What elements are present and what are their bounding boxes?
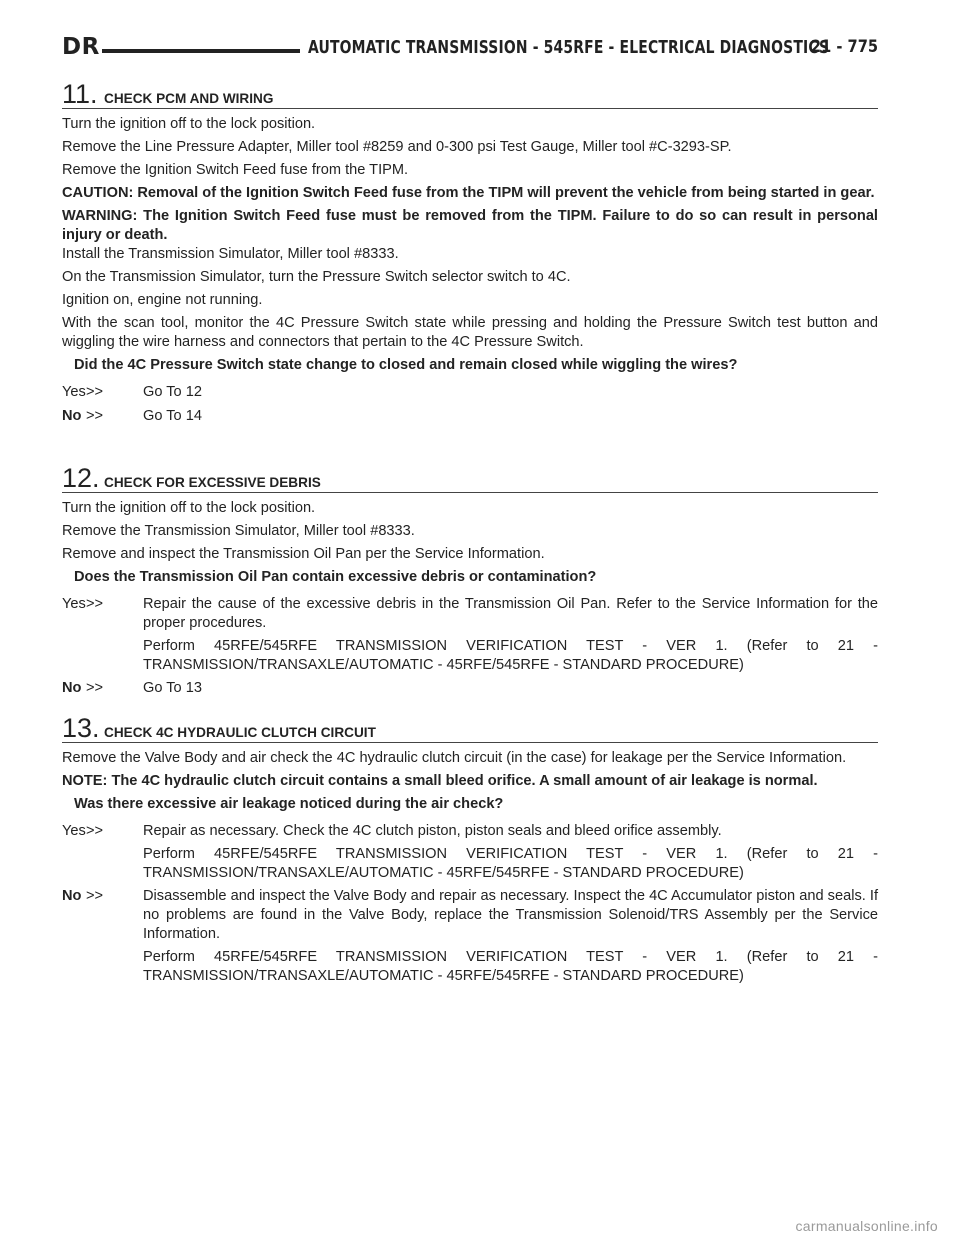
step-heading bbox=[62, 712, 878, 743]
answer-no bbox=[62, 407, 878, 427]
decision-question: Did the 4C Pressure Switch state change to closed and remain closed while wiggling the wires? bbox=[74, 357, 738, 373]
page-number: 21 - 775 bbox=[810, 37, 878, 57]
answer-label: No bbox=[62, 680, 82, 696]
answer-label: Yes bbox=[62, 823, 86, 839]
answer-text: Repair the cause of the excessive debris in the Transmission Oil Pan. Refer to the Service Information for the proper procedures. bbox=[143, 596, 878, 631]
answer-label: No bbox=[62, 888, 82, 904]
instruction: Remove and inspect the Transmission Oil Pan per the Service Information. bbox=[62, 546, 545, 562]
answer-text: Go To 13 bbox=[143, 680, 202, 696]
step-title: CHECK FOR EXCESSIVE DEBRIS bbox=[104, 475, 321, 490]
instruction: Remove the Valve Body and air check the 4C hydraulic clutch circuit (in the case) for leakage per the Service Information. bbox=[62, 750, 847, 766]
step-11 bbox=[62, 78, 878, 431]
arrow-icon: >> bbox=[86, 823, 104, 839]
answer-text: Go To 12 bbox=[143, 384, 202, 400]
arrow-icon: >> bbox=[86, 888, 104, 904]
answer-text: Perform 45RFE/545RFE TRANSMISSION VERIFICATION TEST - VER 1. (Refer to 21 - TRANSMISSION/TRANSAXLE/AUTOMATIC - 45RFE/545RFE - STANDARD PROCEDURE) bbox=[143, 638, 878, 673]
answer-no bbox=[62, 679, 878, 699]
answer-label: No bbox=[62, 408, 82, 424]
step-number: 12. bbox=[62, 463, 100, 493]
instruction: Install the Transmission Simulator, Miller tool #8333. bbox=[62, 246, 399, 262]
decision-question: Does the Transmission Oil Pan contain excessive debris or contamination? bbox=[74, 569, 597, 585]
step-heading bbox=[62, 78, 878, 109]
step-number: 11. bbox=[62, 79, 98, 109]
answer-text: Perform 45RFE/545RFE TRANSMISSION VERIFICATION TEST - VER 1. (Refer to 21 - TRANSMISSION/TRANSAXLE/AUTOMATIC - 45RFE/545RFE - STANDARD PROCEDURE) bbox=[143, 846, 878, 881]
step-12 bbox=[62, 462, 878, 703]
instruction: With the scan tool, monitor the 4C Pressure Switch state while pressing and holding the Pressure Switch test button and wiggling the wire harness and connectors that pertain to the 4C Pressure Switch. bbox=[62, 315, 878, 350]
arrow-icon: >> bbox=[86, 680, 104, 696]
arrow-icon: >> bbox=[86, 408, 104, 424]
instruction: Ignition on, engine not running. bbox=[62, 292, 263, 308]
note: NOTE: The 4C hydraulic clutch circuit contains a small bleed orifice. A small amount of air leakage is normal. bbox=[62, 773, 818, 789]
watermark: carmanualsonline.info bbox=[795, 1218, 938, 1234]
answer-yes bbox=[62, 383, 878, 403]
answer-text: Go To 14 bbox=[143, 408, 202, 424]
instruction: Turn the ignition off to the lock position. bbox=[62, 500, 316, 516]
answer-text: Repair as necessary. Check the 4C clutch piston, piston seals and bleed orifice assembly. bbox=[143, 823, 722, 839]
brand-code: DR bbox=[62, 34, 100, 60]
header-rule bbox=[102, 49, 300, 53]
answer-label: Yes bbox=[62, 384, 86, 400]
step-number: 13. bbox=[62, 713, 100, 743]
answer-yes bbox=[62, 822, 878, 883]
arrow-icon: >> bbox=[86, 596, 104, 612]
step-title: CHECK 4C HYDRAULIC CLUTCH CIRCUIT bbox=[104, 725, 376, 740]
answer-text: Perform 45RFE/545RFE TRANSMISSION VERIFICATION TEST - VER 1. (Refer to 21 - TRANSMISSION/TRANSAXLE/AUTOMATIC - 45RFE/545RFE - STANDARD PROCEDURE) bbox=[143, 949, 878, 984]
step-title: CHECK PCM AND WIRING bbox=[104, 91, 274, 106]
answer-no bbox=[62, 887, 878, 986]
instruction: Remove the Ignition Switch Feed fuse from the TIPM. bbox=[62, 162, 409, 178]
caution-note: CAUTION: Removal of the Ignition Switch Feed fuse from the TIPM will prevent the vehicle from being started in gear. bbox=[62, 185, 875, 201]
instruction: On the Transmission Simulator, turn the Pressure Switch selector switch to 4C. bbox=[62, 269, 571, 285]
instruction: Turn the ignition off to the lock position. bbox=[62, 116, 316, 132]
decision-question: Was there excessive air leakage noticed during the air check? bbox=[74, 796, 504, 812]
answer-label: Yes bbox=[62, 596, 86, 612]
arrow-icon: >> bbox=[86, 384, 104, 400]
answer-yes bbox=[62, 595, 878, 675]
step-heading bbox=[62, 462, 878, 493]
step-13 bbox=[62, 712, 878, 990]
instruction: Remove the Line Pressure Adapter, Miller tool #8259 and 0-300 psi Test Gauge, Miller tool #C-3293-SP. bbox=[62, 139, 732, 155]
instruction: Remove the Transmission Simulator, Miller tool #8333. bbox=[62, 523, 415, 539]
section-title: AUTOMATIC TRANSMISSION - 545RFE - ELECTRICAL DIAGNOSTICS bbox=[308, 37, 830, 58]
warning-note: WARNING: The Ignition Switch Feed fuse must be removed from the TIPM. Failure to do so can result in personal injury or death. bbox=[62, 208, 878, 243]
page-header bbox=[62, 34, 878, 68]
answer-text: Disassemble and inspect the Valve Body and repair as necessary. Inspect the 4C Accumulator piston and seals. If no problems are found in the Valve Body, replace the Transmission Solenoid/TRS Assembly per the Service Information. bbox=[143, 888, 878, 942]
